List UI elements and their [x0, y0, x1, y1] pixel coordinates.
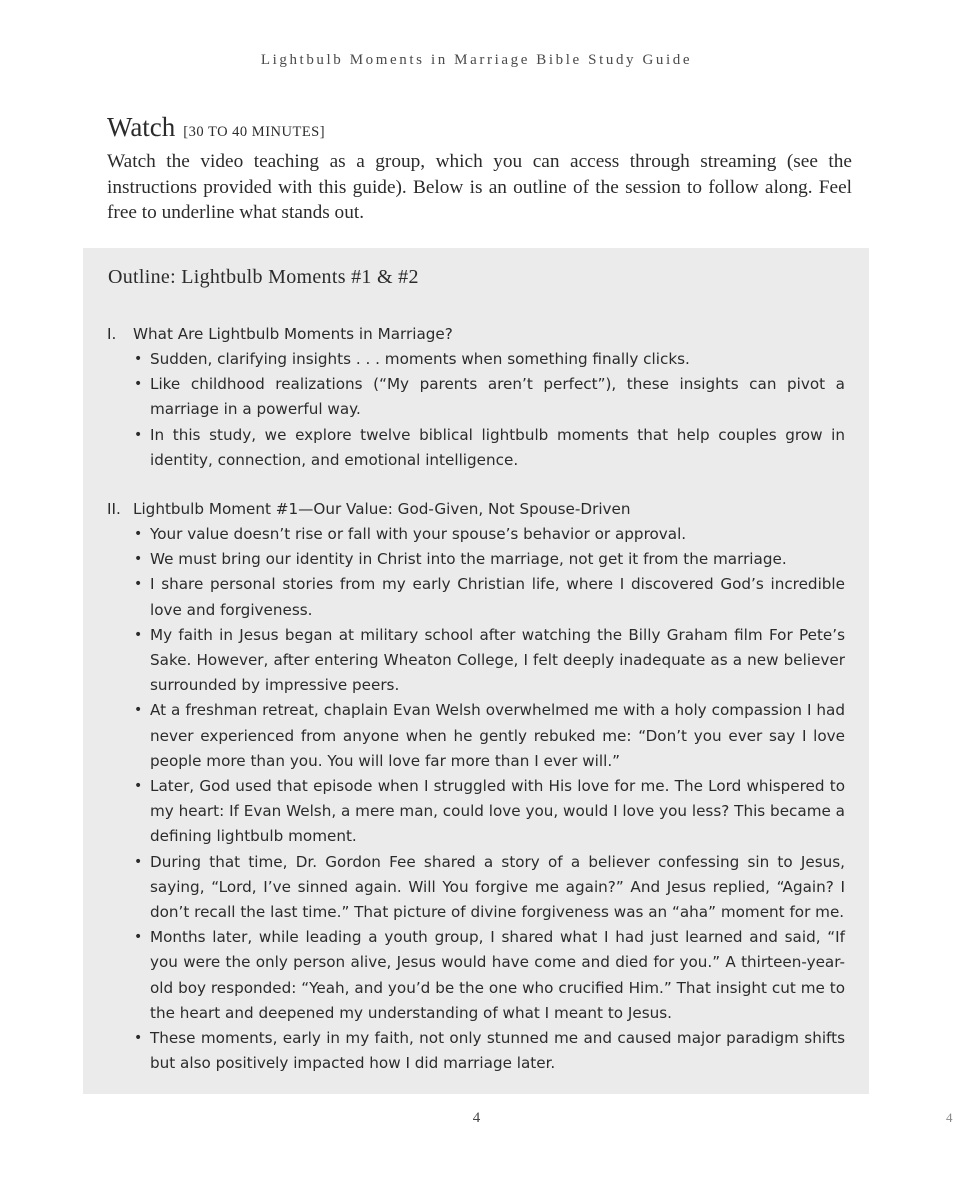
- section-title: Lightbulb Moment #1—Our Value: God-Given, Not Spouse-Driven: [133, 500, 631, 518]
- bullet-item: [107, 372, 845, 422]
- watch-heading: [107, 110, 852, 149]
- section-heading: [107, 322, 845, 347]
- bullet-text: During that time, Dr. Gordon Fee shared a story of a believer confessing sin to Jesus, saying, “Lord, I’ve sinned again. Will You forgive me again?” And Jesus replied, “Again? I don’t recall the last time.” That picture of divine forgiveness was an “aha” moment for me.: [150, 852, 845, 922]
- bullet-dot-icon: •: [134, 853, 143, 870]
- bullet-text: We must bring our identity in Christ into the marriage, not get it from the marriage.: [150, 550, 787, 569]
- bullet-dot-icon: •: [134, 551, 143, 568]
- bullet-dot-icon: •: [134, 929, 143, 946]
- running-head: Lightbulb Moments in Marriage Bible Study Guide: [260, 52, 693, 68]
- bullet-text: I share personal stories from my early Christian life, where I discovered God’s incredible love and forgiveness.: [150, 575, 845, 619]
- bullet-text: Later, God used that episode when I struggled with His love for me. The Lord whispered to my heart: If Evan Welsh, a mere man, could love you, would I love you less? This became a defining lightbulb moment.: [150, 777, 845, 846]
- section-heading: [107, 497, 845, 522]
- outline-title: Outline: Lightbulb Moments #1 & #2: [108, 266, 419, 288]
- bullet-text: Like childhood realizations (“My parents aren’t perfect”), these insights can pivot a marriage in a powerful way.: [150, 375, 845, 419]
- bullet-list: [107, 347, 845, 473]
- bullet-item: [107, 522, 845, 547]
- outline-section-1: [107, 322, 845, 473]
- bullet-dot-icon: •: [134, 626, 143, 643]
- bullet-dot-icon: •: [134, 351, 143, 367]
- watch-duration: [30 TO 40 MINUTES]: [183, 124, 326, 140]
- bullet-item: [107, 850, 845, 926]
- bullet-text: Sudden, clarifying insights . . . moments when something finally clicks.: [150, 350, 690, 368]
- bullet-text: Months later, while leading a youth group, I shared what I had just learned and said, “If you were the only person alive, Jesus would have come and died for you.” A thirteen-year-old boy responded: “Yeah, and you’d be the one who crucified Him.” That insight cut me to the heart and deepened my understanding of what I meant to Jesus.: [150, 928, 845, 1022]
- bullet-item: [107, 547, 845, 572]
- bullet-dot-icon: •: [134, 778, 143, 795]
- bullet-text: In this study, we explore twelve biblical lightbulb moments that help couples grow in identity, connection, and emotional intelligence.: [150, 425, 845, 469]
- bullet-list: [107, 522, 845, 1076]
- bullet-dot-icon: •: [134, 376, 143, 393]
- watch-section: [107, 110, 852, 226]
- bullet-item: [107, 572, 845, 622]
- section-numeral: I.: [107, 325, 117, 343]
- bullet-item: [107, 423, 845, 473]
- outline-section-2: [107, 497, 845, 1076]
- watch-body: Watch the video teaching as a group, which you can access through streaming (see the instructions provided with this guide). Below is an outline of the session to follow along. Feel free to underline what stands out.: [107, 151, 852, 223]
- edge-page-mark: 4: [946, 1110, 953, 1125]
- bullet-text: My faith in Jesus began at military school after watching the Billy Graham film For Pete’s Sake. However, after entering Wheaton College, I felt deeply inadequate as a new believer surrounded by impressive peers.: [150, 625, 845, 695]
- bullet-dot-icon: •: [134, 526, 143, 542]
- page-number: 4: [472, 1110, 481, 1126]
- bullet-item: [107, 774, 845, 850]
- bullet-text: At a freshman retreat, chaplain Evan Welsh overwhelmed me with a holy compassion I had never experienced from anyone when he gently rebuked me: “Don’t you ever say I love people more than you. You will love far more than I ever will.”: [150, 701, 845, 770]
- bullet-text: These moments, early in my faith, not only stunned me and caused major paradigm shifts but also positively impacted how I did marriage later.: [150, 1029, 845, 1073]
- bullet-dot-icon: •: [134, 426, 143, 443]
- section-title: What Are Lightbulb Moments in Marriage?: [133, 325, 453, 343]
- bullet-item: [107, 623, 845, 699]
- watch-title: Watch: [107, 112, 176, 142]
- bullet-item: [107, 925, 845, 1026]
- bullet-dot-icon: •: [134, 576, 143, 593]
- section-numeral: II.: [107, 500, 121, 518]
- bullet-dot-icon: •: [134, 1030, 143, 1047]
- bullet-dot-icon: •: [134, 702, 143, 719]
- bullet-item: [107, 347, 845, 372]
- bullet-item: [107, 698, 845, 774]
- bullet-item: [107, 1026, 845, 1076]
- bullet-text: Your value doesn’t rise or fall with your spouse’s behavior or approval.: [150, 525, 687, 543]
